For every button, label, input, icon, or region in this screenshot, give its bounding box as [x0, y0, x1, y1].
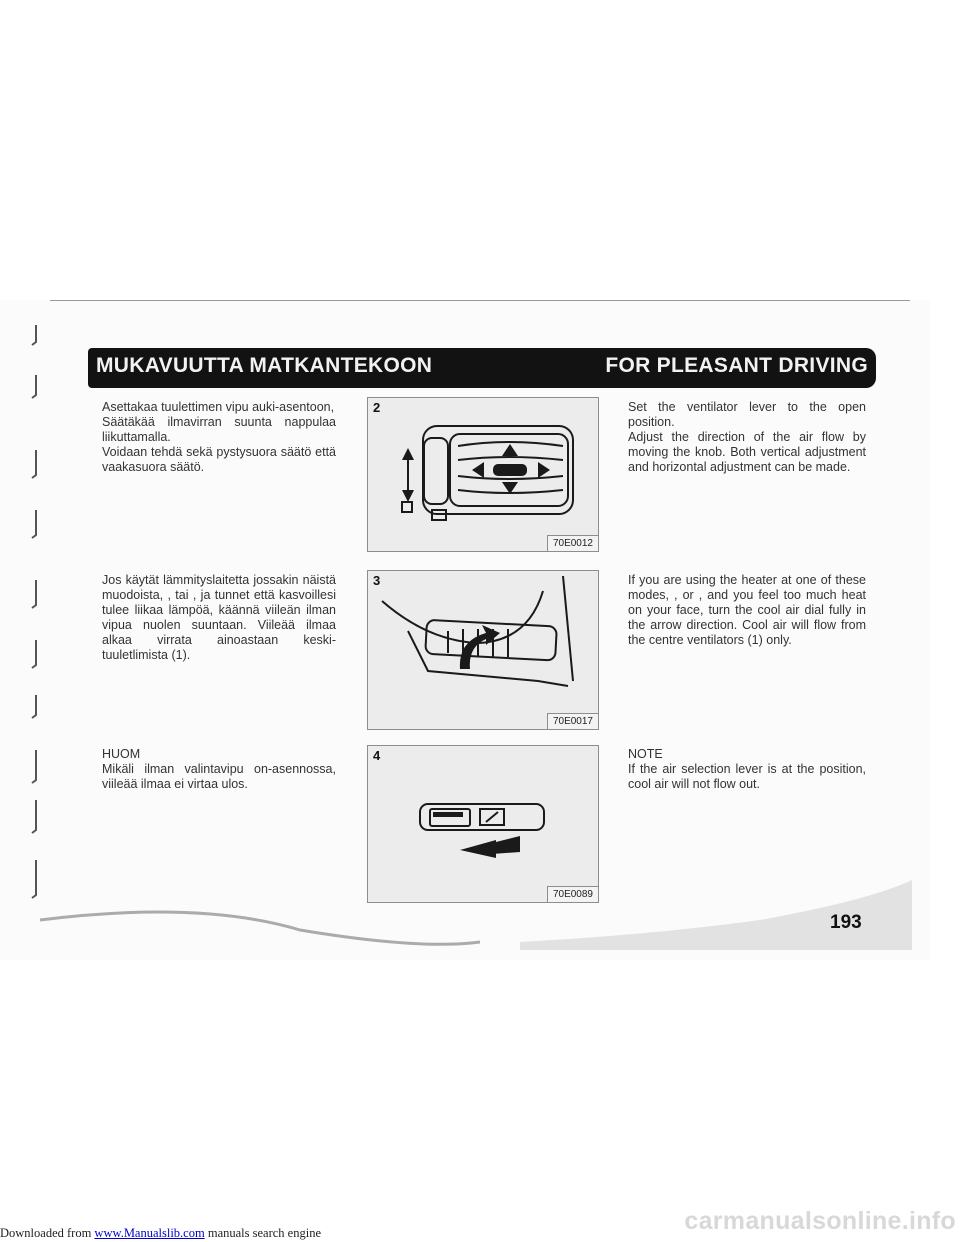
figure-code: 70E0089	[547, 886, 598, 902]
header-title-fi: MUKAVUUTTA MATKANTEKOON	[96, 354, 433, 377]
header-title-en: FOR PLEASANT DRIVING	[605, 354, 868, 377]
figure-3-cool-air-dial	[367, 570, 599, 730]
paragraph-en-3: NOTE If the air selection lever is at the position, cool air will not flow out.	[628, 747, 866, 791]
paragraph-fi-1: Asettakaa tuulettimen vipu auki-asentoon, Säätäkää ilmavirran suunta nappulaa liikuttamalla. Voidaan tehdä sekä pystysuora säätö että vaakasuora säätö.	[102, 400, 336, 474]
paragraph-en-2: If you are using the heater at one of these modes, , or , and you feel too much heat on your face, turn the cool air dial fully in the arrow direction. Cool air will flow from the centre ventilators (1) only.	[628, 573, 866, 647]
cool-air-dial-illustration	[368, 571, 600, 731]
page-number: 193	[830, 912, 862, 933]
manualslib-link[interactable]: www.Manualslib.com	[94, 1226, 205, 1240]
footer-suffix: manuals search engine	[204, 1226, 321, 1240]
binding-marks	[20, 320, 50, 940]
site-watermark: carmanualsonline.info	[684, 1207, 956, 1235]
paragraph-fi-3: HUOM Mikäli ilman valintavipu on-asennossa, viileää ilmaa ei virtaa ulos.	[102, 747, 336, 791]
paragraph-fi-2: Jos käytät lämmityslaitetta jossakin näistä muodoista, , tai , ja tunnet että kasvoillesi tulee liikaa lämpöä, käännä viileän ilman vipua nuolen suuntaan. Viileää ilmaa alkaa virrata ainoastaan keski-tuuletlimista (1).	[102, 573, 336, 662]
page-curl-shadow	[0, 880, 930, 950]
download-footer	[0, 1226, 321, 1241]
figure-code: 70E0017	[547, 713, 598, 729]
paragraph-en-1: Set the ventilator lever to the open position. Adjust the direction of the air flow by moving the knob. Both vertical adjustment and horizontal adjustment can be made.	[628, 400, 866, 474]
top-rule	[50, 300, 910, 301]
figure-number: 4	[373, 748, 381, 763]
figure-number: 3	[373, 573, 381, 588]
figure-code: 70E0012	[547, 535, 598, 551]
ventilator-illustration	[368, 398, 600, 553]
figure-2-ventilator	[367, 397, 599, 552]
footer-prefix: Downloaded from	[0, 1226, 95, 1240]
figure-number: 2	[373, 400, 381, 415]
